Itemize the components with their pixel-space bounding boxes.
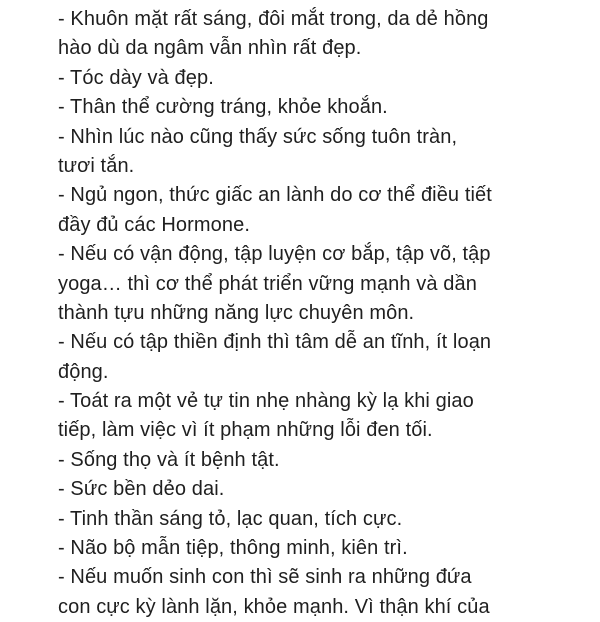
text-line: - Nếu muốn sinh con thì sẽ sinh ra những đứa	[58, 566, 472, 589]
text-line: thành tựu những năng lực chuyên môn.	[58, 301, 415, 324]
document-body	[58, 5, 578, 622]
text-line: - Thân thể cường tráng, khỏe khoắn.	[58, 96, 388, 119]
text-line: - Sống thọ và ít bệnh tật.	[58, 448, 280, 471]
text-line: - Khuôn mặt rất sáng, đôi mắt trong, da dẻ hồng	[58, 8, 489, 30]
text-line: - Tinh thần sáng tỏ, lạc quan, tích cực.	[58, 507, 403, 530]
text-line: - Ngủ ngon, thức giấc an lành do cơ thể điều tiết	[58, 184, 492, 207]
text-line: - Sức bền dẻo dai.	[58, 478, 225, 501]
text-line: - Tóc dày và đẹp.	[58, 66, 214, 89]
text-line: hào dù da ngâm vẫn nhìn rất đẹp.	[58, 37, 362, 60]
text-line: - Toát ra một vẻ tự tin nhẹ nhàng kỳ lạ khi giao	[58, 390, 474, 413]
text-line: tươi tắn.	[58, 154, 135, 177]
text-line: - Não bộ mẫn tiệp, thông minh, kiên trì.	[58, 537, 408, 560]
text-line: tiếp, làm việc vì ít phạm những lỗi đen tối.	[58, 419, 433, 442]
text-line: - Nhìn lúc nào cũng thấy sức sống tuôn tràn,	[58, 125, 458, 148]
text-line: yoga… thì cơ thể phát triển vững mạnh và dần	[58, 272, 477, 295]
text-line: động.	[58, 360, 109, 383]
text-line: con cực kỳ lành lặn, khỏe mạnh. Vì thận khí của	[58, 595, 490, 618]
text-line: - Nếu có tập thiền định thì tâm dễ an tĩnh, ít loạn	[58, 331, 492, 354]
text-line: - Nếu có vận động, tập luyện cơ bắp, tập võ, tập	[58, 243, 491, 266]
text-line: đầy đủ các Hormone.	[58, 213, 250, 236]
